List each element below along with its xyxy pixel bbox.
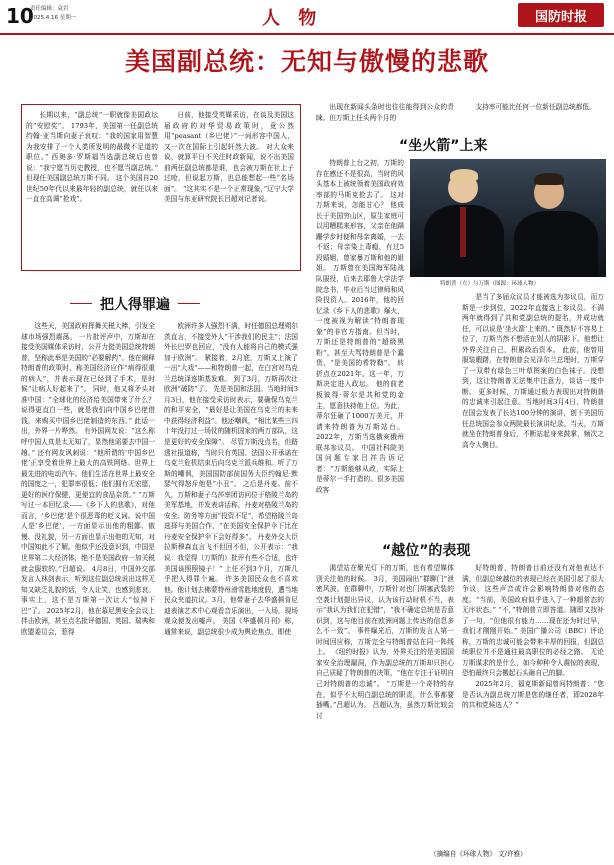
body-col-1 (21, 321, 155, 861)
body-col-5 (316, 563, 454, 861)
photo-caption: 特朗普（左）与万斯（图源：环球人物） (440, 281, 540, 287)
paper-logo: 国防时报 (518, 3, 604, 27)
body-text-6: 好特朗普，特朗普目前还没有对他表达不满，但副总统越位的表现已经在美国引起了很大争议，这些声音或许会影响特朗普对他的态度。“当前，美国政府似乎进入了一种超常态的无序状态。” “不，”特朗普立即答道。随即又找补了一句，“但他很有能力……现在还为时过早，我们才刚刚开始。” 美国广播公司（BBC）评论称，万斯的忠诚可能会带来丰厚的回报，但副总统职位并不是通往最高职位的必经之路。 无论万斯谋求的是什么，如今种种令人震惊的表现，恐怕最终只会搬起石头砸自己的脚。 (462, 564, 604, 678)
intro-text-4: 支持率可能比任何一位新任副总统都低。 (475, 103, 596, 111)
intro-text-3: 出现在新闻头条时也往往能得到公众的青睐。但万斯上任头两个月的 (316, 103, 454, 122)
intro-text-2: 日前，他接受英媒采访，在谈及美国这届政府的对华贸易政策时，竟公然用“peasant（乡巴佬）”一词形容中国人，又一次在国际上引起轩然大波。 对大众来说，就算平日不关注时政新闻，说不出美国前两任副总统都是谁，也会被万斯在社上子过呛，但说起万斯，也总能想起一些“名场面”。 “这其实不是一个正常现象，”辽宁大学美国与东亚研究院长吕超对记者说。 (164, 111, 294, 204)
header-rule (0, 33, 614, 35)
intro-col-4 (462, 102, 602, 124)
editor-meta (30, 5, 76, 23)
subhead-rule-right (178, 303, 200, 304)
intro-col-1 (26, 110, 158, 270)
intro-col-2 (164, 110, 294, 270)
intro-text-1: 长期以来，“副总统”一职就像美国政坛的“安慰奖”。 1793年，美国第一任副总统约翰·亚当斯向妻子哀叹：“我的国家用智慧为我安排了一个人类所发明的最微不足道的职位。” 西奥多·罗斯福当选副总统后也曾说：“我宁愿当历史教授，也不愿当副总统。” 但现任美国副总统万斯不同。 这个美国自20世纪50年代以来最年轻的副总统，就任以来一直在高调“抢戏”。 (26, 111, 158, 204)
headline: 美国副总统：无知与傲慢的悲歌 (124, 47, 489, 76)
subhead-rule-left (70, 303, 92, 304)
body-text-3: 特朗普上台之初，万斯的存在感还不是很高，当时的风头基本上被统领着美国政府效率部的马斯克抢去了。 这对万斯来说，怎能甘心？ 他成长于美国穷山区，原生家庭可以用糟糕来形容，父亲在他蹒跚学步时便和母亲离婚，一去不返；母亲染上毒瘾，有过5段婚姻，曾家暴万斯和他的姐姐。 万斯曾在美国海军陆战队服役，后来去耶鲁大学法学院念书，毕业后当过律师和风险投资人。2016年，他的回忆录《乡下人的悲歌》爆火，一度被视为解读“特朗普现象”的非官方指南。但当时，万斯还是特朗普的“超级黑粉”，甚至大骂特朗普是个蠢货，“是美国的希特勒”。 转折点在2021年。这一年，万斯决定进入政坛。 他的前老板彼得·蒂尔是共和党的金主，愿意扶持他上位。为此，蒂尔狂砸了1000万美元，并请来特朗普为万斯站台。2022年，万斯当选俄亥俄州联邦参议员。 中国社科院美国问题专家吕祥告诉记者：“万斯能够从政，实际上是蒂尔一手打造的。很多美国政客 (316, 159, 404, 494)
body-text-1: 这些天，美国政府挥舞关税大棒，引发全球市场强烈震荡。 一片批评声中，万斯却在接受美国媒体采访时，公开力挺美国总统特朗普，坚称此举是美国的“必要解药”。他在阐释特朗普的政策时，称美国经济应作“病得很重的病人”，并表示现在已经到了手术，是时候“让病人好起来了”。 同时，他又将矛头对准中国：“全球化的经济给美国带来了什么？说得更直白一些，就是我们向中国乡巴佬借钱，来购买中国乡巴佬制造的东西。” 此话一出，外界一片哗然。 有外国网友说：“这么称呼中国人真是太无知了，显然他需要去中国一趟。” 还有网友讽刺说：“他所谓的‘中国乡巴佬’正享受着世界上最大的高铁网络。世界上最先进的电动汽车。他们生活在世界上最安全的国度之一，犯罪率很低；他们拥有无宏愿，更好的医疗保健，更便宜的食品杂货。” “万斯写过一本回忆录——《乡下人的悲歌》，对他而言，‘乡巴佬’是个很恶毒的贬义词。说中国人是‘乡巴佬’，一方面显示出他的粗鄙、傲慢、没礼貌，另一方面也显示出他的无知，对中国知此不了解。他似乎还没意识到，中国是世界第二大经济体，绝不是美国政府一加关税就会服软的。”吕超说。 4月8日，中国外交部发言人林剑表示，听到这位副总统说出这样无知又缺乏礼貌的话，令人让笑，也感到悲哀。 事实上，这不是万斯第一次让大“惊掉下巴”了。 2025年2月，他在慕尼黑安全会议上拌击欧洲，甚至点名批评德国、英国、瑞典和欧盟委员会，惹得 (21, 322, 155, 636)
date-line: 2025.4.16 星期一 (30, 15, 77, 21)
subhead-3: “越位”的表现 (382, 543, 471, 559)
article-credit: （摘编自《环球人物》 文/许雅） (430, 850, 527, 858)
editor-line: 责任编辑：袁岩 (30, 6, 69, 12)
photo-tie (460, 207, 466, 257)
photo-figure-hair-left (450, 169, 478, 181)
photo-figure-hair-right (534, 173, 564, 185)
body-col-4 (462, 292, 604, 530)
intro-col-3 (316, 102, 454, 124)
body-col-6 (462, 563, 604, 843)
body-text-6-extra: 2025年2月，福克斯新闻曾问特朗普：“您是否认为副总统万斯是您的继任者，即2028年的共和党候选人？” (462, 680, 604, 710)
body-col-2 (164, 321, 298, 861)
section-title: 人 物 (262, 8, 323, 29)
subhead-1: 把人得罪遍 (100, 297, 170, 313)
page-number: 10 (6, 4, 34, 28)
news-photo (410, 159, 606, 277)
photo-figure-body-right (514, 211, 598, 277)
body-text-5: 渴望站在聚光灯下的万斯，也有希望媒体别关注他的时候。 3月，美国闹出“群聊门”泄密风波。在群聊中，万斯针对也门胡塞武装的空袭计划提出异议，认为该行动时机不当，表示“我认为我们在犯错”，“我不确定总统是否意识到，这与他目前在欧洲问题上传达的信息多么不一致”。 事件曝光后，万斯的发言人第一时间回应称，万斯完全与特朗普站在同一阵线上。 《纽约时报》认为，外界关注的是美国国家安全治理漏洞，作为副总统的万斯却只担心自己质疑了特朗普的决策，“他在专注于证明自己对特朗普的忠诚”。 “万斯是一个奇特的存在，似乎不太明白副总统的职责，什么事都要插嘴。”吕超认为。 吕超认为，虽然万斯比较会讨 (316, 564, 454, 720)
subhead-2: “坐火箭”上来 (399, 138, 488, 154)
body-text-2: 欧洲许多人强烈不满，时任德国总理朔尔茨直言，不接受外人“干涉我们的民主”；法国外长巴罗也回应，“没有人能将自己的模式强加于欧洲”。 紧接着，2月底，万斯又上演了一出“大戏”——和特朗普一起，在白宫对乌克兰总统泽连斯基发难。 到了3月，万斯再次让欧洲“破防”了。 先是美国和法国。当地时间3月3日，他在接受采访时表示，要确保乌克兰的和平安全，“最好是让美国在乌克兰的未来中获得经济利益”。他还嘲讽，“相比某些三四十年没打过一场仗的随机国家的两万部队，这是更好的安全保障”。 尽管万斯没点名，但路透社报道称，当时只有英国、法国公开承诺在乌克兰危机结束后向乌克兰派兵维和。听了万斯的嘲讽，美国国防部前国务大臣约翰尼·默瑟气得怒斥他是“小丑”。 之后是丹麦。前不久，万斯和妻子乌莎率团访问位于格陵兰岛的美军基地，并发表讲话称，丹麦对格陵兰岛的安全、防务等方面“投资不足”，希望格陵兰岛选择与美国合作，“在美国安全保护伞下比在丹麦安全保护伞下会好得多”。 丹麦外交大臣拉斯穆森直言飞不但回不但，公开表示：“我说：我觉得（万斯的）批评有些不合适，也许美国该照照镜子！” 上任不到3个月，万斯几乎把人得罪个遍。 许多美国民众也不喜欢他。他计划去佛蒙特州滑雪胜地度假，遭当地民众夹道抗议。3月，他带妻子去华盛顿肯尼迪表演艺术中心观看音乐演出，一入场，现场观众便发出嘘声。 美国《华盛顿月刊》称，通常来说，副总统很少成为舆论焦点，即使 (164, 322, 298, 636)
body-col-3-narrow (316, 158, 404, 494)
body-text-4: 是当了多届众议员才能被选为参议员，而万斯是一步到位，2022年直接选上参议员。不满两年就得到了共和党副总统的提名，并成功就任，可以说是‘坐火箭’上来的。” 既然好不容易上位了，万斯当然不想活在别人的阴影下。他想让外界关注自己，积累政治资本。 此前，他曾用服装暇躇，在特朗普会见泽尔兰总理时，万斯穿了一双带有绿色三叶草图案的白色袜子。没想到，这让特朗普无法集中注意力，谈话一度中断。 更多时候，万斯通过极力表现出对特朗普的忠诚来引起注意。当地时间3月4日，特朗普在国会发表了长达100分钟的演讲，创下美国历任总统国会参众两院最长演讲纪录。当天，万斯就坐在特朗普身后，不断站起身来鼓掌，频次之高令人侧目。 (462, 293, 604, 449)
